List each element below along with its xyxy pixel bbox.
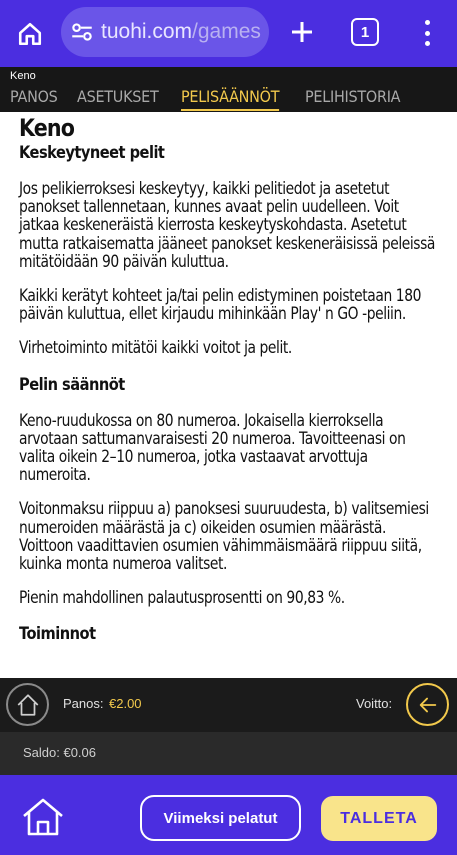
recently-played-button[interactable]: Viimeksi pelatut — [140, 795, 301, 841]
section-title-functions: Toiminnot — [19, 624, 96, 645]
paragraph-rtp: Pienin mahdollinen palautusprosentti on 90,83 %. — [19, 588, 345, 608]
home-icon — [17, 21, 43, 47]
new-tab-button[interactable] — [286, 16, 318, 48]
browser-toolbar — [0, 0, 457, 67]
game-home-button[interactable] — [6, 683, 49, 726]
win-label: Voitto: — [356, 696, 393, 711]
plus-icon — [290, 20, 314, 44]
url-domain: tuohi.com — [101, 20, 193, 43]
url-path: /games — [192, 20, 261, 43]
url-text — [101, 20, 261, 44]
bet-value: €2.00 — [109, 696, 142, 711]
site-home-button[interactable] — [15, 793, 71, 841]
paragraph-interrupted: Jos pelikierroksesi keskeytyy, kaikki pelitiedot ja asetetut panokset tallennetaan, kunnes avaat pelin uudelleen. Voit jatkaa keskeneräistä kierrosta keskeytyskohdasta. Asetetut mutta ratkaisematta jääneet panokset keskeneräisissä peleissä mitätöidään 90 päivän kuluttua. — [19, 179, 435, 271]
paragraph-payout: Voitonmaksu riippuu a) panoksesi suuruudesta, b) valitsemiesi numeroiden määrästä ja c) oikeiden osumien määrästä. Voittoon vaadittavien osumien vähimmäismäärä riippuu siitä, kuinka monta numeroa valitset. — [19, 499, 429, 574]
game-control-bar — [0, 678, 457, 732]
game-tabs — [10, 87, 424, 111]
address-bar[interactable] — [61, 7, 269, 57]
browser-menu-button[interactable] — [415, 16, 439, 50]
tab-panos[interactable]: PANOS — [10, 87, 58, 106]
tab-count: 1 — [360, 23, 370, 41]
balance-text: Saldo: €0.06 — [23, 745, 97, 760]
rules-content[interactable] — [0, 112, 457, 678]
bottom-nav — [0, 775, 457, 855]
tab-pelihistoria[interactable]: PELIHISTORIA — [304, 87, 400, 106]
site-settings-icon[interactable] — [69, 19, 95, 45]
browser-home-button[interactable] — [0, 0, 60, 67]
page-title: Keno — [19, 114, 75, 142]
tab-switcher-button[interactable] — [351, 18, 379, 46]
deposit-button[interactable]: TALLETA — [321, 796, 437, 841]
more-vert-dot — [425, 41, 430, 46]
home-icon — [15, 692, 41, 718]
paragraph-grid: Keno-ruudukossa on 80 numeroa. Jokaisella kierroksella arvotaan sattumanvaraisesti 20 numeroa. Tavoitteenasi on valita oikein 2–10 numeroa, jotka vastaavat arvottuja numeroita. — [19, 410, 406, 485]
section-title-interrupted: Keskeytyneet pelit — [19, 143, 165, 163]
arrow-left-icon — [417, 694, 439, 716]
tab-asetukset[interactable]: ASETUKSET — [76, 87, 159, 106]
home-icon — [20, 796, 66, 838]
paragraph-malfunction: Virhetoiminto mitätöi kaikki voitot ja pelit. — [19, 338, 292, 358]
bet-label: Panos: — [63, 696, 104, 711]
game-title: Keno — [10, 70, 36, 82]
balance-bar — [0, 732, 457, 775]
tab-pelisaannot[interactable]: PELISÄÄNNÖT — [181, 87, 279, 111]
paragraph-progress: Kaikki kerätyt kohteet ja/tai pelin edistyminen poistetaan 180 päivän kuluttua, ellet kirjaudu mihinkään Play' n GO -peliin. — [19, 286, 421, 324]
more-vert-dot — [425, 31, 430, 36]
game-header — [0, 67, 457, 112]
back-button[interactable] — [406, 683, 449, 726]
more-vert-icon — [425, 20, 430, 25]
section-title-rules: Pelin säännöt — [19, 374, 125, 395]
